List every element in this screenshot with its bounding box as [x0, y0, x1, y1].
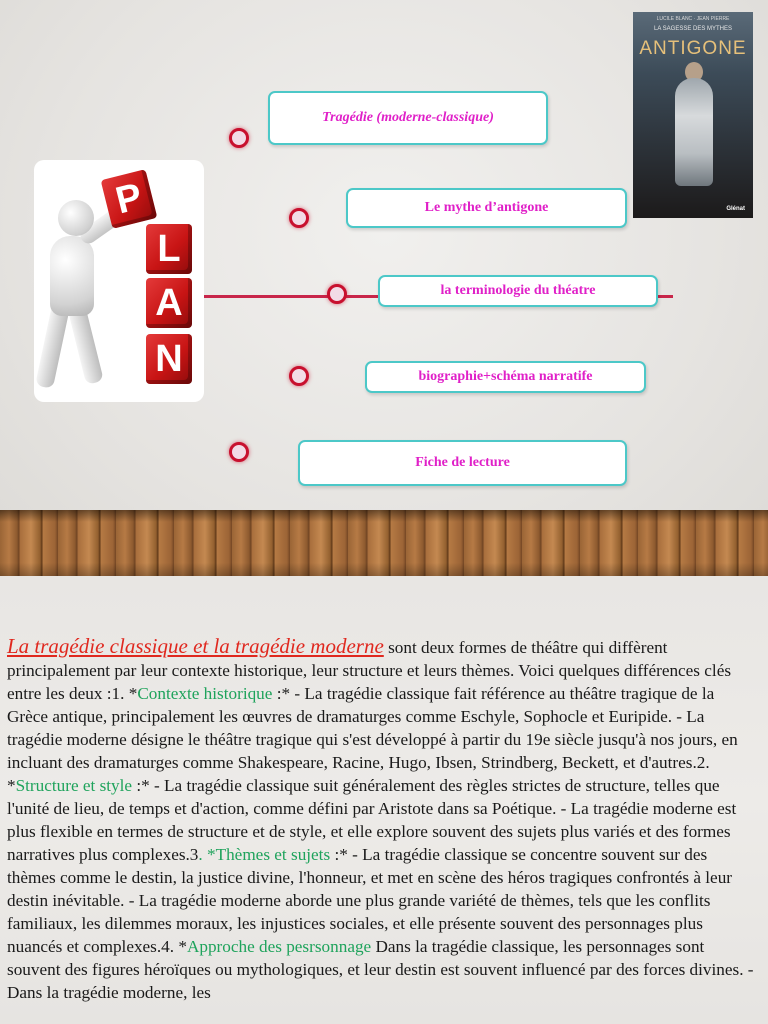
antigone-book-cover: [633, 12, 753, 218]
book-figure: [675, 78, 713, 186]
book-series: LA SAGESSE DES MYTHES: [653, 26, 733, 32]
cube-letter-l: L: [146, 224, 192, 274]
plan-node: [327, 284, 347, 304]
plan-item-biographie[interactable]: biographie+schéma narratife: [365, 361, 646, 393]
highlight-structure: Structure et style: [15, 776, 133, 795]
cube-letter-a: A: [146, 278, 192, 328]
text-segment: :* - La tragédie classique fait référence au théâtre tragique de la Grèce antique, principalement les œuvres de dramaturges comme Eschyle, Sophocle et Euripide. - La tragédie moderne désigne le théâtre tragique qui s'est développé à partir du 19e siècle jusqu'à nos jours, en incluant des dramaturges comme Shakespeare, Racine, Hugo, Ibsen, Strindberg, Beckett, et d'autres.2. *: [7, 684, 738, 795]
figure-head: [58, 200, 94, 236]
book-publisher-logo: Glénat: [726, 206, 745, 212]
text-segment: Dans la tragédie classique, les personnages sont souvent des figures héroïques ou mythologiques, et leur destin est souvent influencé par des forces divines. - Dans la tragédie moderne, les: [7, 937, 754, 1002]
heading-link[interactable]: La tragédie classique et la tragédie moderne: [7, 634, 384, 658]
text-slide: [0, 576, 768, 1024]
plan-node: [289, 366, 309, 386]
plan-item-terminologie[interactable]: la terminologie du théatre: [378, 275, 658, 307]
plan-item-fiche-lecture[interactable]: Fiche de lecture: [298, 440, 627, 486]
plan-node: [289, 208, 309, 228]
highlight-themes: . *Thèmes et sujets: [198, 845, 331, 864]
figure-body: [50, 236, 94, 316]
text-segment: :* - La tragédie classique se concentre souvent sur des thèmes comme le destin, la justice divine, l'honneur, et met en scène des héros tragiques confrontés à leur destin inévitable. - La tragédie moderne aborde une plus grande variété de thèmes, tels que les conflits familiaux, les dilemmes moraux, les injustices sociales, et elle présente souvent des personnages plus nuancés et complexes.4. *: [7, 845, 733, 956]
plan-item-mythe[interactable]: Le mythe d’antigone: [346, 188, 627, 228]
cube-letter-n: N: [146, 334, 192, 384]
highlight-contexte: Contexte historique: [137, 684, 273, 703]
plan-node: [229, 442, 249, 462]
plan-item-tragedie[interactable]: Tragédie (moderne-classique): [268, 91, 548, 145]
book-authors: LUCILE BLANC · JEAN PIERRE: [656, 16, 730, 22]
text-segment: :* - La tragédie classique suit généralement des règles strictes de structure, telles que l'unité de lieu, de temps et d'action, comme défini par Aristote dans sa Poétique. - La tragédie moderne est plus flexible en termes de structure et de style, et elle explore souvent des sujets plus variés et des formes narratives plus complexes.3: [7, 776, 737, 864]
highlight-approche: Approche des pesrsonnage: [186, 937, 372, 956]
cube-letter-p: P: [101, 169, 158, 229]
book-title: ANTIGONE: [639, 38, 747, 59]
plan-node: [229, 128, 249, 148]
text-segment: sont deux formes de théâtre qui diffèrent principalement par leur contexte historique, leur structure et leurs thèmes. Voici quelques différences clés entre les deux :1. *: [7, 638, 732, 703]
wooden-floor: [0, 510, 768, 576]
body-paragraph: [7, 635, 755, 1004]
